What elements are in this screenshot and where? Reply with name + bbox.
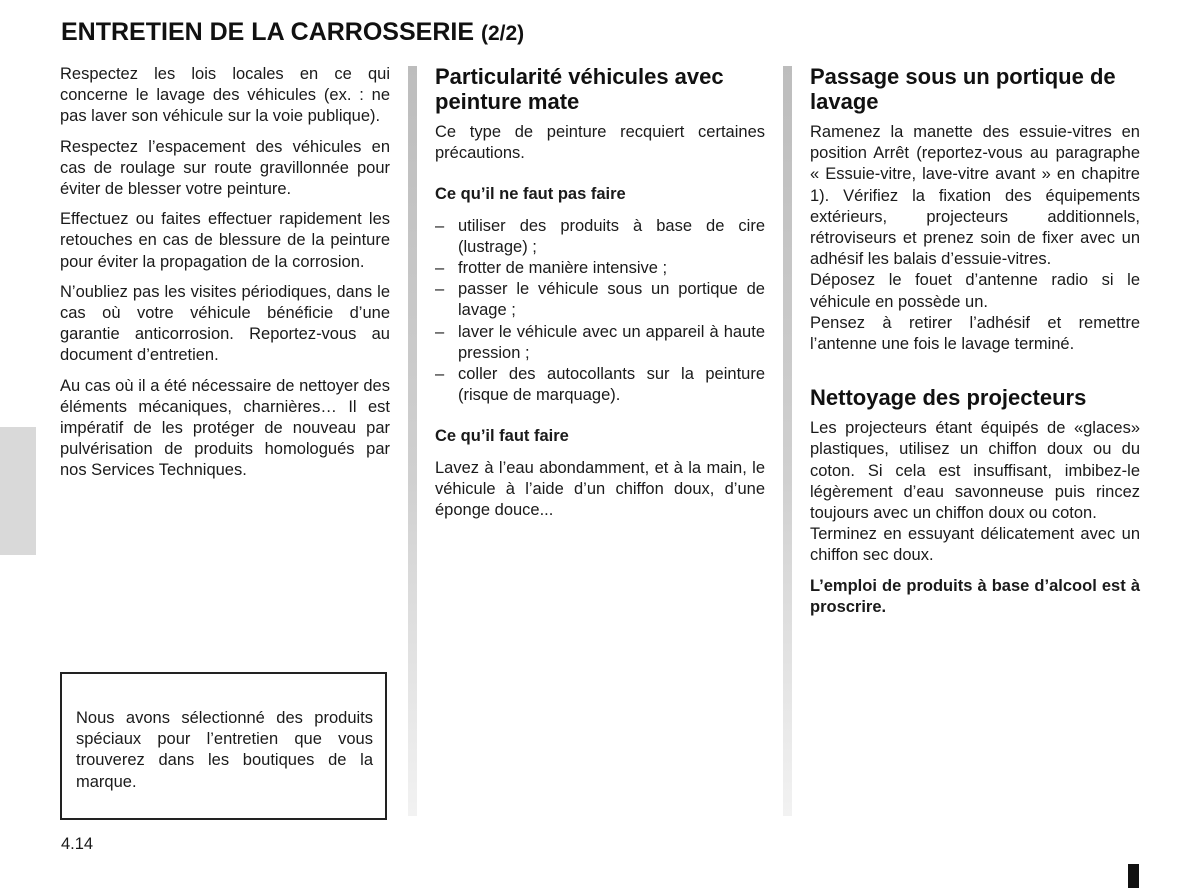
column-left xyxy=(60,64,390,491)
page-title xyxy=(61,18,524,47)
page-title-main: ENTRETIEN DE LA CARROSSERIE xyxy=(61,18,475,46)
end-of-section-marker xyxy=(1128,864,1139,888)
page-title-suffix: (2/2) xyxy=(480,22,525,45)
list-item-text: frotter de manière intensive ; xyxy=(458,259,668,278)
section-heading-headlights: Nettoyage des projecteurs xyxy=(810,385,1087,411)
dash-bullet: – xyxy=(435,322,445,341)
note-box xyxy=(60,672,387,820)
list-item xyxy=(435,364,765,406)
paragraph: Pensez à retirer l’adhésif et remettre l’antenne une fois le lavage terminé. xyxy=(810,313,1140,354)
paragraph: Respectez l’espacement des véhicules en cas de roulage sur route gravillonnée pour éviter de blesser votre peinture. xyxy=(60,137,390,199)
paragraph: Au cas où il a été nécessaire de nettoyer des éléments mécaniques, charnières… Il est impératif de les protéger de nouveau par pulvérisation de produits homologués par nos Services Techniques. xyxy=(60,376,390,480)
dash-bullet: – xyxy=(435,216,445,235)
paragraph: Les projecteurs étant équipés de «glaces» plastiques, utilisez un chiffon doux ou du coton. Si cela est insuffisant, imbibez-le légèrement d’eau savonneuse puis rincez toujours avec un chiffon doux ou coton. xyxy=(810,419,1140,523)
subheading-do: Ce qu’il faut faire xyxy=(435,427,569,446)
dash-bullet: – xyxy=(435,259,445,278)
list-item-text: laver le véhicule avec un appareil à haute pression ; xyxy=(458,322,765,362)
list-item-text: utiliser des produits à base de cire (lustrage) ; xyxy=(458,216,765,256)
dash-bullet: – xyxy=(435,365,445,384)
column-right xyxy=(810,64,1140,627)
paragraph: Effectuez ou faites effectuer rapidement les retouches en cas de blessure de la peinture pour éviter la propagation de la corrosion. xyxy=(60,210,390,271)
paragraph: Respectez les lois locales en ce qui concerne le lavage des véhicules (ex. : ne pas laver son véhicule sur la voie publique). xyxy=(60,65,390,126)
list-item xyxy=(435,279,765,321)
list-item-text: passer le véhicule sous un portique de lavage ; xyxy=(458,280,765,320)
chapter-tab-marker xyxy=(0,427,36,555)
section-heading-car-wash: Passage sous un portique de lavage xyxy=(810,64,1116,114)
dash-bullet: – xyxy=(435,280,445,299)
warning-text: L’emploi de produits à base d’alcool est à proscrire. xyxy=(810,576,1140,616)
paragraph: Terminez en essuyant délicatement avec un chiffon sec doux. xyxy=(810,525,1140,565)
note-box-text: Nous avons sélectionné des produits spéciaux pour l’entretien que vous trouverez dans les boutiques de la marque. xyxy=(76,709,373,791)
list-item xyxy=(435,216,765,258)
list-item xyxy=(435,258,765,279)
subheading-dont: Ce qu’il ne faut pas faire xyxy=(435,185,626,204)
column-separator xyxy=(783,66,792,816)
paragraph: Ce type de peinture recquiert certaines précautions. xyxy=(435,123,765,163)
column-separator xyxy=(408,66,417,816)
paragraph: N’oubliez pas les visites périodiques, dans le cas où votre véhicule bénéficie d’une garantie anticorrosion. Reportez-vous au document d’entretien. xyxy=(60,282,390,365)
list-item-text: coller des autocollants sur la peinture (risque de marquage). xyxy=(458,365,765,405)
paragraph: Lavez à l’eau abondamment, et à la main, le véhicule à l’aide d’un chiffon doux, d’une éponge douce... xyxy=(435,458,765,520)
paragraph: Ramenez la manette des essuie-vitres en position Arrêt (reportez-vous au paragraphe « Essuie-vitre, lave-vitre avant » en chapitre 1). Vérifiez la fixation des équipements extérieurs, projecteurs additionnels, rétroviseurs et prenez soin de fixer avec un adhésif les balais d’essuie-vitres. xyxy=(810,123,1140,269)
section-heading-matte-paint: Particularité véhicules avec peinture mate xyxy=(435,64,724,114)
paragraph: Déposez le fouet d’antenne radio si le véhicule en possède un. xyxy=(810,271,1140,311)
page-number: 4.14 xyxy=(61,835,94,853)
list-item xyxy=(435,322,765,364)
column-middle xyxy=(435,64,765,530)
dont-list xyxy=(435,216,765,407)
